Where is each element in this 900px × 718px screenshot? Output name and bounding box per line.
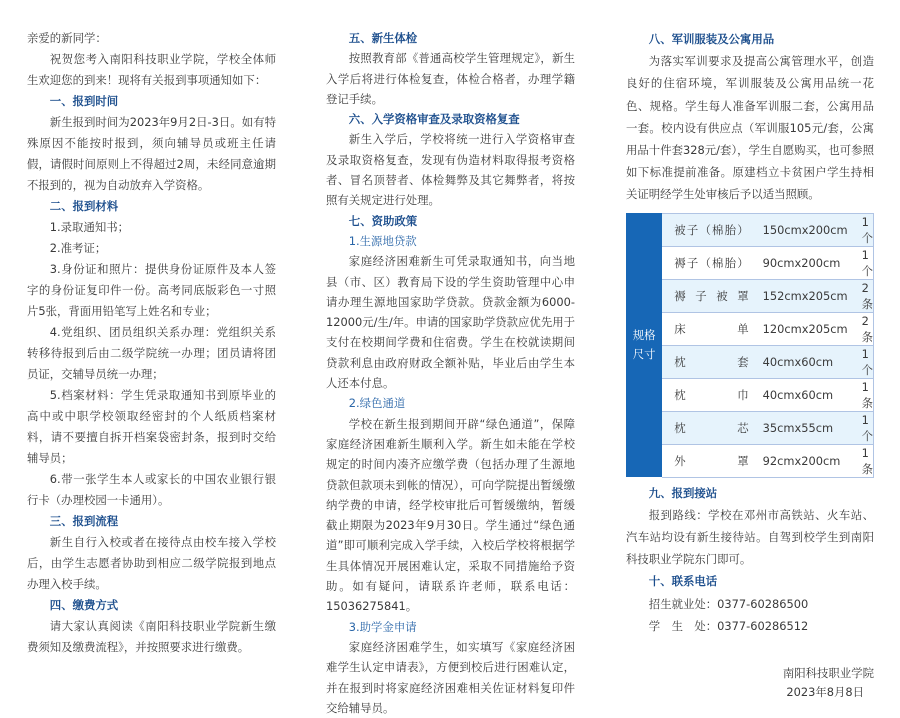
section-heading: 二、报到材料 <box>49 199 119 213</box>
item-size: 92cmx200cm <box>755 444 848 477</box>
item-name: 枕芯 <box>662 411 754 444</box>
table-row <box>626 246 874 279</box>
side-label-text: 规格 <box>632 328 656 343</box>
paragraph: 3.身份证和照片：提供身份证原件及本人签字的身份证复印件一份。高考同底版彩色一寸照片5张，背面用铅笔写上姓名和专业； <box>27 262 276 318</box>
paragraph: 学校在新生报到期间开辟“绿色通道”，保障家庭经济困难新生顺利入学。新生如未能在学校规定的时间内凑齐应缴学费（包括办理了生源地贷款但款项未到帐的情况），可向学院提出暂缓缴纳学费的申请，经学校审批后可暂缓缴纳，暂缓截止期限为2023年9月30日。学生通过“绿色通道”即可顺利完成入学手续，入校后学校将根据学生具体情况开展困难认定，采取不同措施给予资助。如有疑问，请联系许老师，联系电话：15036275841。 <box>326 416 575 614</box>
item-size: 90cmx200cm <box>755 246 848 279</box>
item-quantity: 1条 <box>848 378 874 411</box>
paragraph: 请大家认真阅读《南阳科技职业学院新生缴费须知及缴费流程》，并按照要求进行缴费。 <box>27 619 276 654</box>
item-name: 被子（棉胎） <box>662 213 754 246</box>
table-row <box>626 444 874 477</box>
paragraph: 4.党组织、团员组织关系办理：党组织关系转移待报到后由二级学院统一办理；团员请将团员证，交辅导员统一办理； <box>27 325 276 381</box>
section-heading: 十、联系电话 <box>648 574 718 589</box>
item-size: 152cmx205cm <box>755 279 848 312</box>
table-row <box>626 279 874 312</box>
section-heading: 八、军训服装及公寓用品 <box>648 32 775 46</box>
table-row <box>626 411 874 444</box>
paragraph: 祝贺您考入南阳科技职业学院，学校全体师生欢迎您的到来！现将有关报到事项通知如下： <box>27 52 276 87</box>
subsection-heading: 2.绿色通道 <box>348 396 406 411</box>
subsection-heading: 3.助学金申请 <box>348 619 417 634</box>
item-size: 40cmx60cm <box>755 378 848 411</box>
table-row <box>626 345 874 378</box>
item-quantity: 1个 <box>848 246 874 279</box>
column-3 <box>626 28 874 702</box>
side-label-text: 尺寸 <box>632 347 656 362</box>
side-label <box>626 213 662 477</box>
item-name: 褥子（棉胎） <box>662 246 754 279</box>
column-2 <box>326 28 575 718</box>
table-row <box>626 213 874 246</box>
item-quantity: 2条 <box>848 312 874 345</box>
signature-org: 南阳科技职业学院 <box>782 666 874 681</box>
item-quantity: 1条 <box>848 444 874 477</box>
item-name: 褥子被罩 <box>662 279 754 312</box>
section-heading: 九、报到接站 <box>648 485 718 500</box>
paragraph: 新生入学后，学校将统一进行入学资格审查及录取资格复查，发现有伪造材料取得报考资格者、冒名顶替者、体检舞弊及其它舞弊者，将按照有关规定进行处理。 <box>326 132 575 208</box>
paragraph: 按照教育部《普通高校学生管理规定》，新生入学后将进行体检复查，体检合格者，办理学籍登记手续。 <box>326 51 575 106</box>
column-1 <box>27 28 276 658</box>
section-heading: 四、缴费方式 <box>49 598 119 612</box>
paragraph: 报到路线：学校在邓州市高铁站、火车站、汽车站均设有新生接待站。自驾到校学生到南阳科技职业学院东门即可。 <box>626 507 874 567</box>
paragraph: 招生就业处：0377-60286500 <box>648 596 809 611</box>
paragraph: 2.准考证； <box>49 241 107 255</box>
item-size: 40cmx60cm <box>755 345 848 378</box>
paragraph: 新生报到时间为2023年9月2日-3日。如有特殊原因不能按时报到，须向辅导员或班主任请假，请假时间原则上不得超过2周，未经同意逾期不报到的，视为自动放弃入学资格。 <box>27 115 276 192</box>
paragraph: 亲爱的新同学： <box>27 31 107 45</box>
table-row <box>626 312 874 345</box>
item-quantity: 1个 <box>848 411 874 444</box>
item-quantity: 1个 <box>848 345 874 378</box>
section-heading: 七、资助政策 <box>348 213 418 228</box>
section-8 <box>626 28 874 206</box>
paragraph: 家庭经济困难新生可凭录取通知书，向当地县（市、区）教育局下设的学生资助管理中心申请办理生源地国家助学贷款。贷款金额为6000-12000元/生/年。申请的国家助学贷款应优先用于支付在校期间学费和住宿费。学生在校就读期间贷款利息由政府财政全额补贴，毕业后由学生本人还本付息。 <box>326 254 575 391</box>
paragraph: 家庭经济困难学生，如实填写《家庭经济困难学生认定申请表》，方便到校后进行困难认定，并在报到时将家庭经济困难相关佐证材料复印件交给辅导员。 <box>326 639 575 715</box>
subsection-heading: 1.生源地贷款 <box>348 233 417 248</box>
item-size: 35cmx55cm <box>755 411 848 444</box>
section-heading: 一、报到时间 <box>49 94 119 108</box>
sections-9-10 <box>626 482 874 637</box>
paragraph: 5.档案材料：学生凭录取通知书到原毕业的高中或中职学校领取经密封的个人纸质档案材料，请不要擅自拆开档案袋密封条，报到时交给辅导员； <box>27 388 276 465</box>
item-name: 枕巾 <box>662 378 754 411</box>
section-heading: 六、入学资格审查及录取资格复查 <box>348 112 520 127</box>
item-name: 外罩 <box>662 444 754 477</box>
item-quantity: 2条 <box>848 279 874 312</box>
signature <box>626 664 874 702</box>
item-name: 枕套 <box>662 345 754 378</box>
section-heading: 五、新生体检 <box>348 31 418 45</box>
item-size: 150cmx200cm <box>755 213 848 246</box>
paragraph: 为落实军训要求及提高公寓管理水平，创造良好的住宿环境，军训服装及公寓用品统一花色、规格。学生每人准备军训服二套，公寓用品一套。校内设有供应点（军训服105元/套，公寓用品十件套328元/套），学生自愿购买，也可参照如下标准提前准备。原建档立卡贫困户学生持相关证明经学生处审核后予以适当照顾。 <box>626 54 874 202</box>
item-quantity: 1个 <box>848 213 874 246</box>
section-heading: 三、报到流程 <box>49 514 119 528</box>
table-row <box>626 378 874 411</box>
signature-date: 2023年8月8日 <box>786 685 864 700</box>
paragraph: 6.带一张学生本人或家长的中国农业银行银行卡（办理校园一卡通用）。 <box>27 472 276 507</box>
paragraph: 1.录取通知书； <box>49 220 130 234</box>
paragraph: 学 生 处：0377-60286512 <box>648 618 809 633</box>
paragraph: 新生自行入校或者在接待点由校车接入学校后，由学生志愿者协助到相应二级学院报到地点办理入校手续。 <box>27 535 276 591</box>
item-size: 120cmx205cm <box>755 312 848 345</box>
spec-table <box>626 213 874 478</box>
item-name: 床单 <box>662 312 754 345</box>
